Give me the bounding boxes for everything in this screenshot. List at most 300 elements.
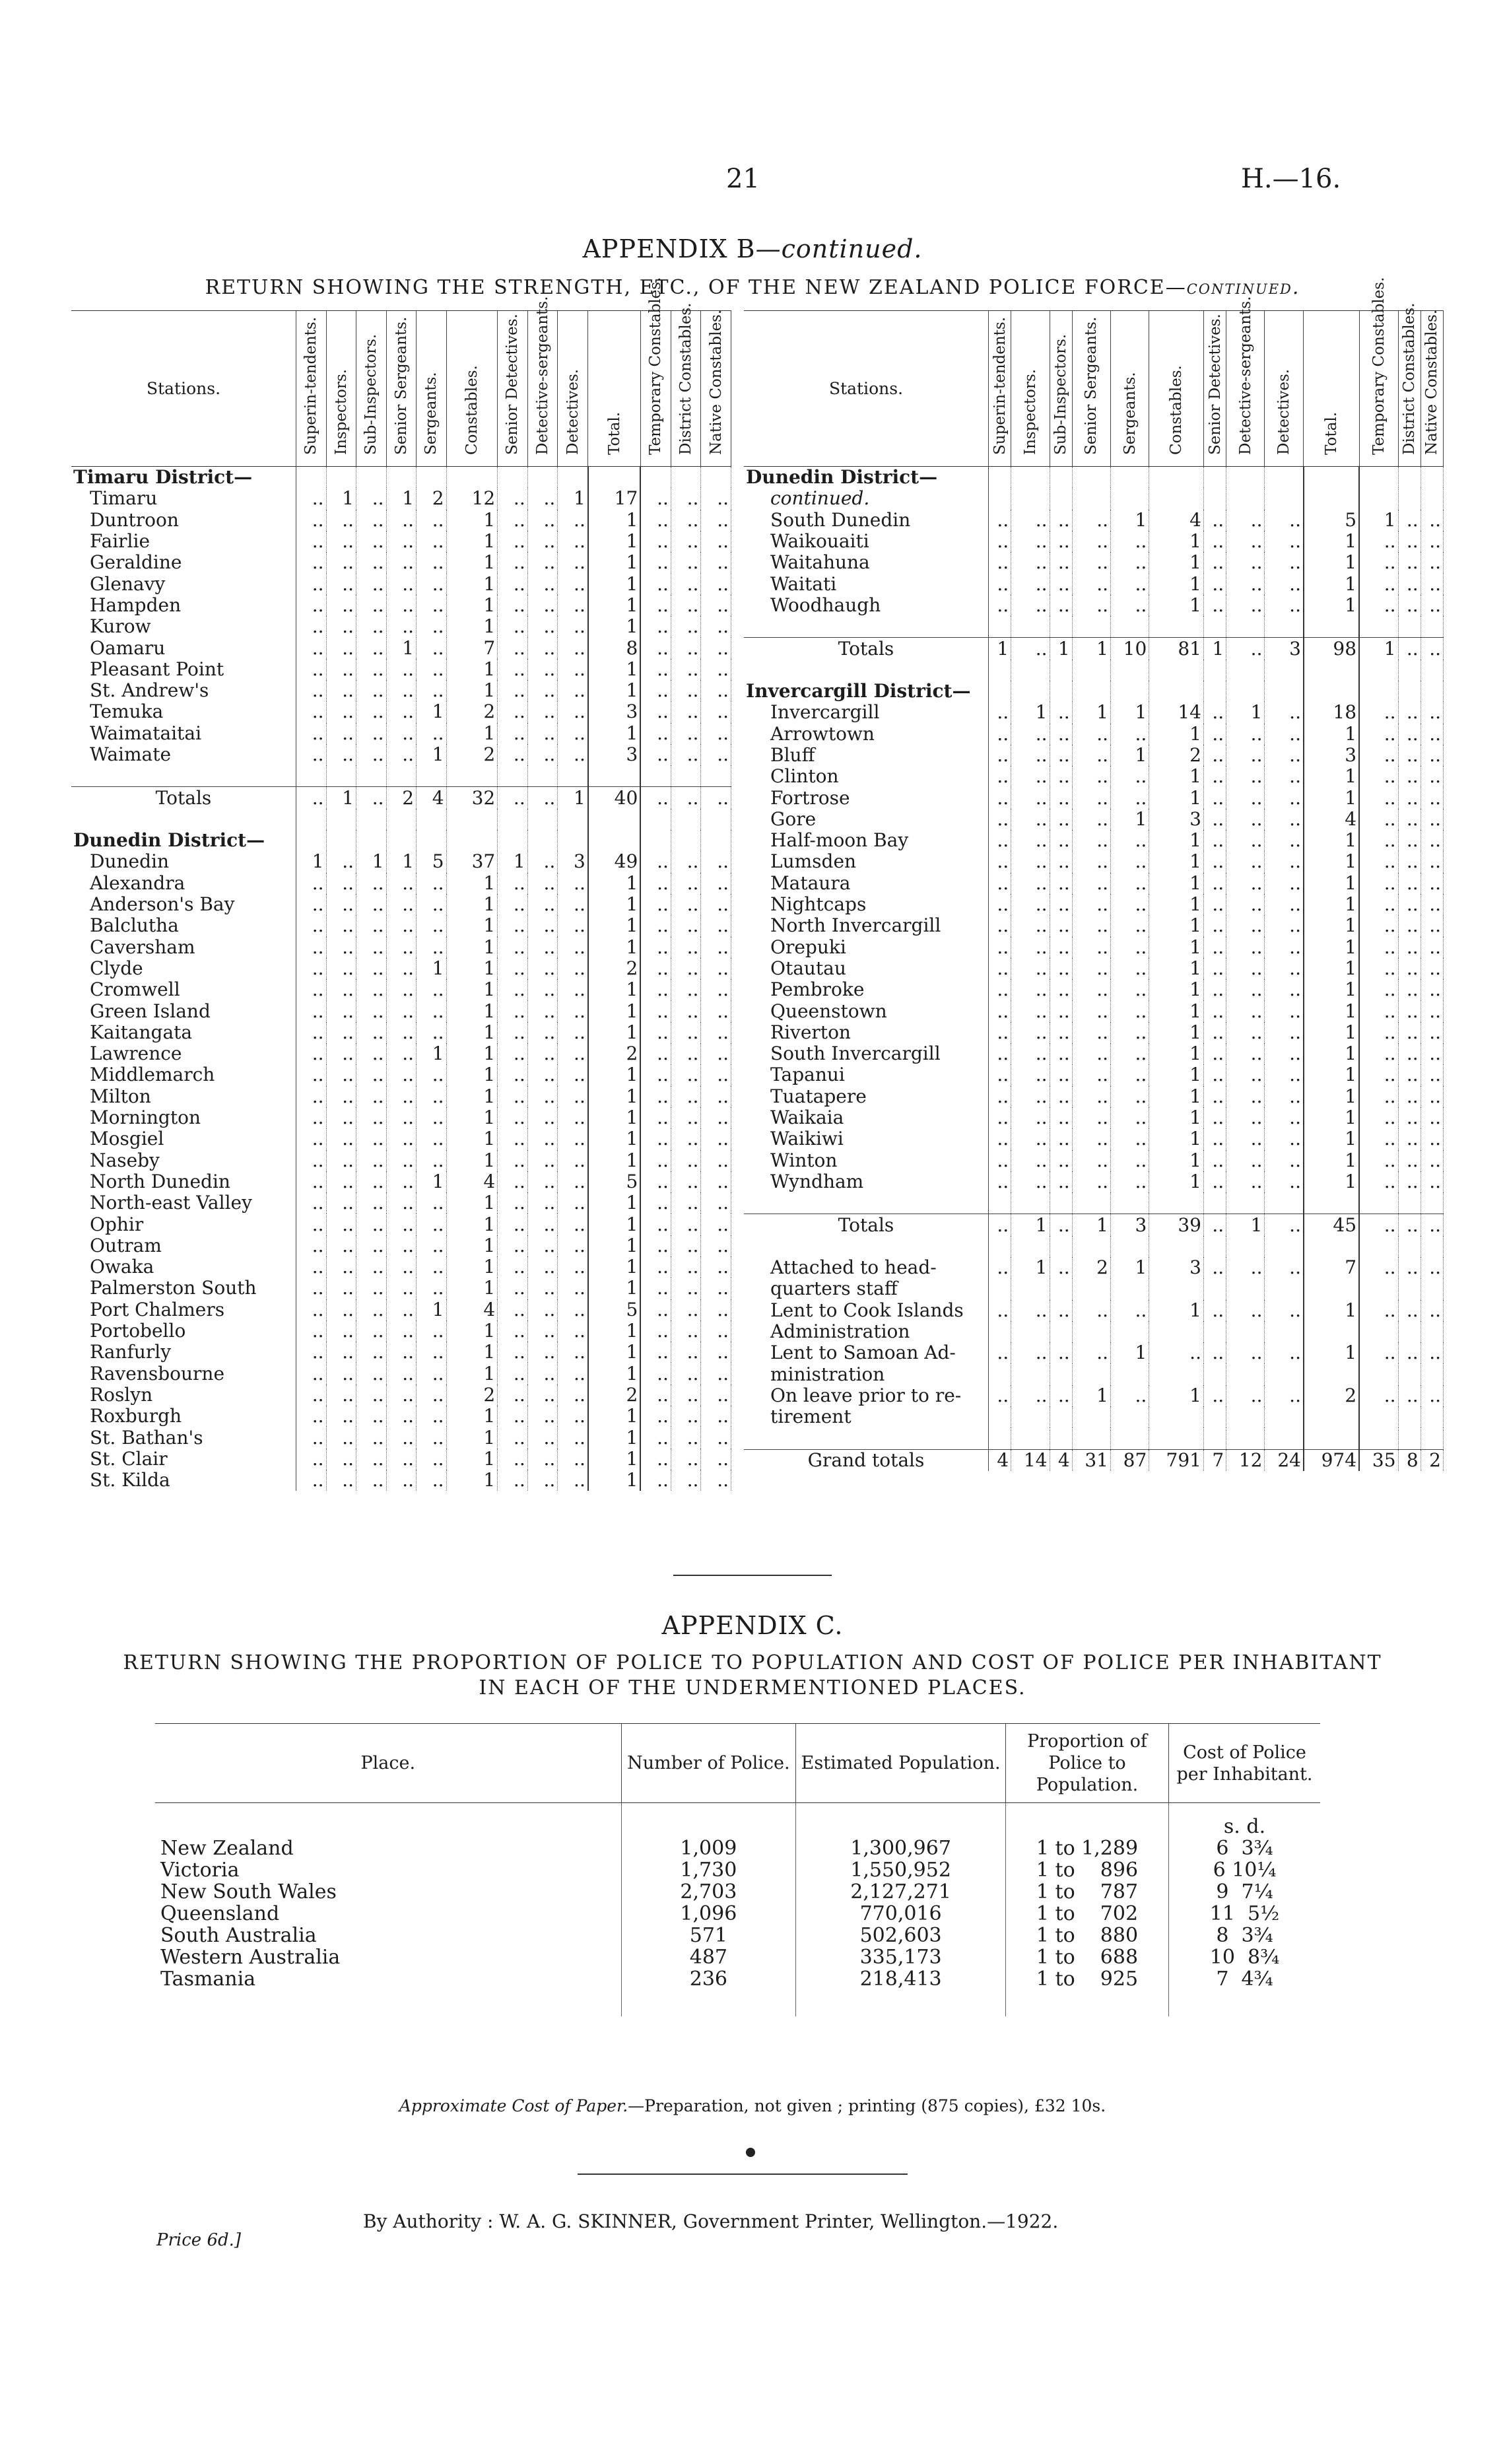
cell-senior-detectives [1203,1363,1226,1385]
cell-temporary-constables: .. [640,1427,671,1448]
cell-senior-sergeants: .. [386,894,417,915]
station-name [71,809,296,830]
cell-detective-sergeants: .. [527,616,558,637]
cell-senior-sergeants: .. [386,1449,417,1470]
cell-sergeants [1111,1363,1149,1385]
cell-superin-tendents: .. [989,958,1011,979]
cell-district-constables: .. [1398,1107,1421,1128]
cell-district-constables: .. [671,488,701,509]
cell-sergeants: .. [417,1363,447,1384]
station-name [71,765,296,787]
column-label: Total. [605,411,623,455]
station-name: Arrowtown [744,724,989,745]
cell-detectives: .. [558,937,588,958]
cell-inspectors: .. [326,1406,356,1427]
station-name: Lent to Cook Islands [744,1300,989,1321]
cell-superin-tendents: .. [989,1150,1011,1171]
station-name: Kaitangata [71,1022,296,1043]
cell-detective-sergeants: .. [1226,1064,1265,1085]
cell-detective-sergeants: .. [1226,830,1265,851]
cell-inspectors [326,467,356,489]
cell-senior-detectives: .. [1203,1214,1226,1236]
cell-temporary-constables: .. [640,1022,671,1043]
table-row [744,1236,1444,1257]
cell-superin-tendents: .. [296,1000,327,1021]
cell-constables: 1 [446,1406,498,1427]
cell-district-constables: .. [671,894,701,915]
cell-total [1304,1406,1359,1427]
table-row [744,1257,1444,1278]
cell-temporary-constables: .. [640,616,671,637]
station-name: Waikaia [744,1107,989,1128]
cell-native-constables [701,467,731,489]
cell-detective-sergeants: .. [527,915,558,936]
cell-constables: 1 [446,1214,498,1235]
cell-temporary-constables: .. [640,744,671,765]
cell-total: 5 [588,1299,640,1320]
cell-sub-inspectors: .. [356,659,387,680]
cell-district-constables: .. [671,958,701,979]
cell-inspectors: .. [1011,766,1050,787]
cell-inspectors: .. [326,1363,356,1384]
cell-detective-sergeants [527,830,558,851]
cell-native-constables: .. [1421,573,1443,594]
cell-sub-inspectors: .. [1050,809,1072,830]
cell-senior-sergeants: .. [386,1342,417,1363]
cell-temporary-constables: .. [1359,531,1398,552]
cell-senior-detectives: .. [498,1171,528,1192]
cell-detective-sergeants: .. [527,680,558,701]
cell-native-constables: .. [701,979,731,1000]
cell-district-constables: .. [1398,531,1421,552]
cell-senior-sergeants: .. [386,744,417,765]
cell-sergeants: .. [417,1449,447,1470]
cell-temporary-constables: .. [640,637,671,658]
column-header-stations [744,311,989,467]
cell-native-constables: .. [1421,1086,1443,1107]
cell-total [588,830,640,851]
cell-inspectors: .. [326,1150,356,1171]
cell-total: 1 [1304,766,1359,787]
cell-total: 17 [588,488,640,509]
table-row [71,510,731,531]
cell-constables: 4 [446,1299,498,1320]
cell-superin-tendents: .. [296,1022,327,1043]
cell-district-constables: .. [671,1192,701,1214]
cell-detective-sergeants: .. [527,531,558,552]
cell-sub-inspectors [1050,1321,1072,1342]
cell-temporary-constables: .. [640,1150,671,1171]
cell-detectives: .. [558,531,588,552]
station-name: Queenstown [744,1000,989,1021]
station-name: Glenavy [71,573,296,594]
cell-senior-sergeants: .. [1072,937,1110,958]
cell-inspectors [1011,1192,1050,1214]
cell-district-constables: .. [671,552,701,573]
station-name: South Invercargill [744,1043,989,1064]
authority-line: By Authority : W. A. G. SKINNER, Government Printer, Wellington.—1922. [363,2210,1059,2232]
cell-native-constables [1421,1236,1443,1257]
table-row [71,787,731,809]
table-row [744,681,1444,702]
cell-native-constables: .. [701,1192,731,1214]
station-name: Kurow [71,616,296,637]
station-name: Fairlie [71,531,296,552]
cell-detective-sergeants: 1 [1226,702,1265,723]
cell-total: 2 [588,1385,640,1406]
cell-sergeants [1111,1427,1149,1449]
cell-inspectors: .. [1011,809,1050,830]
cell-sergeants: .. [417,1107,447,1128]
station-name: Dunedin [71,851,296,872]
stations-label: Stations. [828,379,904,398]
cell-sergeants: .. [417,680,447,701]
cell-inspectors: .. [326,1214,356,1235]
cell-detectives: .. [1265,1214,1304,1236]
cell-total: 2 [588,958,640,979]
column-label: Sergeants. [1121,371,1139,455]
cell-senior-detectives [1203,1278,1226,1299]
cell-sergeants [1111,1192,1149,1214]
cell-native-constables [701,765,731,787]
table-row [744,766,1444,787]
cell-sub-inspectors [1050,488,1072,509]
table-row [71,637,731,658]
cell-sub-inspectors [356,830,387,851]
cell-district-constables [1398,1236,1421,1257]
cell-sub-inspectors [356,467,387,489]
cell-inspectors [1011,1427,1050,1449]
column-header-proportion-of-police-to-population: Proportion of Police to Population. [1005,1724,1168,1803]
cell-district-constables: .. [671,659,701,680]
cell-total: 2 [588,1043,640,1064]
cell-district-constables: .. [671,510,701,531]
cell-senior-sergeants: .. [386,1427,417,1448]
cell-place: Western Australia [155,1946,621,1968]
table-row [71,1342,731,1363]
cell-district-constables: .. [1398,724,1421,745]
cell-senior-sergeants: .. [386,937,417,958]
cell-superin-tendents: .. [296,894,327,915]
cell-sergeants: 1 [1111,1342,1149,1363]
cell-sub-inspectors: .. [356,1000,387,1021]
cell-native-constables [701,809,731,830]
cell-sub-inspectors [1050,1363,1072,1385]
cell-proportion: 1 to 925 [1005,1968,1168,1990]
cell-constables: 1 [1149,1086,1204,1107]
table-row [744,851,1444,872]
station-name: Bluff [744,745,989,766]
cell-native-constables: .. [1421,531,1443,552]
cell-senior-detectives [1203,1192,1226,1214]
cell-superin-tendents: .. [989,1214,1011,1236]
cell-sub-inspectors: .. [356,873,387,894]
station-name: St. Bathan's [71,1427,296,1448]
cell-detective-sergeants: .. [1226,1000,1265,1021]
table-row [71,1086,731,1107]
cell-inspectors: .. [326,1022,356,1043]
empty-cell [621,1803,796,1838]
cell-total: 1 [1304,1300,1359,1321]
cell-senior-sergeants [1072,1278,1110,1299]
cell-inspectors: .. [1011,830,1050,851]
column-header-superin-tendents [296,311,327,467]
cell-superin-tendents: .. [296,1427,327,1448]
cell-senior-sergeants: .. [386,1043,417,1064]
cell-sub-inspectors [356,809,387,830]
cell-inspectors: .. [326,1086,356,1107]
station-name: Woodhaugh [744,595,989,616]
cell-superin-tendents: 1 [989,638,1011,660]
cell-sergeants [1111,467,1149,489]
cell-sub-inspectors: .. [356,1235,387,1256]
cell-senior-sergeants: .. [1072,724,1110,745]
cell-senior-sergeants: .. [386,1406,417,1427]
cell-detective-sergeants: .. [527,1214,558,1235]
column-header-constables [1149,311,1204,467]
table-row [744,1150,1444,1171]
cell-sergeants: .. [1111,1086,1149,1107]
cell-district-constables: .. [671,637,701,658]
cell-total [1304,1192,1359,1214]
cell-sub-inspectors: .. [1050,1257,1072,1278]
cell-temporary-constables: .. [640,701,671,722]
cell-detective-sergeants [1226,1192,1265,1214]
cell-native-constables: .. [1421,1257,1443,1278]
station-name: Middlemarch [71,1064,296,1085]
cell-superin-tendents: .. [296,744,327,765]
cell-detective-sergeants: .. [1226,1128,1265,1149]
cell-sergeants: .. [1111,1064,1149,1085]
cell-constables: 7 [446,637,498,658]
cell-senior-sergeants: 1 [386,488,417,509]
cell-inspectors: .. [1011,787,1050,808]
cell-cost: 6 3¾ [1216,1837,1273,1860]
cell-district-constables: .. [671,1278,701,1299]
cell-total: 1 [1304,851,1359,872]
cell-senior-detectives: .. [498,937,528,958]
cell-native-constables [1421,467,1443,489]
cell-sub-inspectors: .. [356,1299,387,1320]
cell-district-constables: .. [1398,979,1421,1000]
cell-constables: 1 [446,723,498,744]
cell-sub-inspectors: .. [1050,1086,1072,1107]
empty-cell [1005,1803,1168,1838]
cell-senior-detectives: .. [498,1470,528,1491]
cell-inspectors: .. [1011,1385,1050,1406]
cell-detectives: .. [1265,1150,1304,1171]
station-name: Temuka [71,701,296,722]
cell-superin-tendents: .. [989,724,1011,745]
cell-proportion: 1 to 787 [1005,1881,1168,1903]
cell-superin-tendents: .. [296,1043,327,1064]
station-name: St. Clair [71,1449,296,1470]
cell-superin-tendents: .. [989,745,1011,766]
table-row [71,915,731,936]
cell-sergeants: .. [1111,787,1149,808]
table-row [744,1385,1444,1406]
cell-senior-detectives: .. [1203,958,1226,979]
cell-constables: 1 [446,894,498,915]
cell-total: 1 [588,1278,640,1299]
cell-total: 1 [588,723,640,744]
cell-senior-detectives: .. [1203,1342,1226,1363]
cell-detectives: .. [558,616,588,637]
cell-senior-detectives: .. [498,1043,528,1064]
cell-total [588,765,640,787]
table-row [71,1064,731,1085]
cell-detective-sergeants [1226,616,1265,638]
table-row [71,851,731,872]
cell-district-constables: .. [1398,873,1421,894]
cell-detective-sergeants: .. [1226,1257,1265,1278]
cell-district-constables: .. [1398,830,1421,851]
cell-district-constables: .. [671,873,701,894]
cell-senior-sergeants: .. [386,1235,417,1256]
cell-temporary-constables: .. [1359,1086,1398,1107]
price: Price 6d.] [156,2230,242,2250]
cell-sub-inspectors [1050,467,1072,489]
cell-sergeants: .. [1111,979,1149,1000]
cell-senior-sergeants: .. [386,1107,417,1128]
cell-inspectors: .. [1011,638,1050,660]
cell-detectives: .. [1265,510,1304,531]
cell-senior-detectives [1203,488,1226,509]
station-name: Mornington [71,1107,296,1128]
cell-temporary-constables: 35 [1359,1449,1398,1471]
cell-senior-sergeants: 1 [1072,638,1110,660]
cell-sergeants: 1 [1111,745,1149,766]
cell-superin-tendents: .. [989,915,1011,936]
cell-total: 1 [588,1150,640,1171]
cell-superin-tendents [296,765,327,787]
station-name: Totals [744,638,989,660]
cell-senior-sergeants: 1 [386,851,417,872]
cell-total: 1 [1304,724,1359,745]
cell-inspectors: 1 [1011,702,1050,723]
cell-senior-detectives: .. [498,1150,528,1171]
table-row [744,873,1444,894]
cell-superin-tendents: .. [989,766,1011,787]
cell-total [1304,1427,1359,1449]
table-row [71,1299,731,1320]
cell-senior-detectives: .. [1203,1171,1226,1192]
cell-native-constables: .. [701,680,731,701]
cell-detectives: .. [558,1150,588,1171]
cell-detectives: .. [1265,979,1304,1000]
cell-sergeants: .. [1111,1385,1149,1406]
cell-total: 1 [588,1128,640,1149]
cell-detectives: .. [558,595,588,616]
cell-sub-inspectors: .. [1050,552,1072,573]
cell-native-constables: .. [1421,979,1443,1000]
cell-sub-inspectors: .. [356,1086,387,1107]
cell-constables: 1 [1149,724,1204,745]
cell-native-constables [1421,681,1443,702]
column-header-place: Place. [155,1724,621,1803]
station-name: Otautau [744,958,989,979]
cell-detectives: .. [1265,1342,1304,1363]
cell-cost: 9 7¼ [1216,1880,1273,1903]
cell-temporary-constables: .. [640,873,671,894]
cell-detective-sergeants: .. [1226,894,1265,915]
cell-superin-tendents: .. [296,1385,327,1406]
cell-district-constables: .. [671,1086,701,1107]
cell-temporary-constables: .. [1359,979,1398,1000]
cell-temporary-constables: .. [1359,766,1398,787]
cell-senior-sergeants: .. [1072,1342,1110,1363]
cell-total: 1 [1304,1043,1359,1064]
cell-total: 1 [1304,1107,1359,1128]
cell-detectives [1265,1236,1304,1257]
cell-temporary-constables: .. [640,1214,671,1235]
cell-detective-sergeants: .. [527,1022,558,1043]
column-label: Inspectors. [332,368,350,455]
appendix-c-subtitle: RETURN SHOWING THE PROPORTION OF POLICE TO POPULATION AND COST OF POLICE PER INHABITANT IN EACH OF THE UNDERMENTIONED PLACES. [123,1651,1382,1699]
cell-district-constables: .. [1398,1342,1421,1363]
cell-sub-inspectors: .. [356,680,387,701]
cell-sub-inspectors: .. [356,701,387,722]
cell-inspectors: 14 [1011,1449,1050,1471]
cell-district-constables: .. [1398,894,1421,915]
cell-temporary-constables: .. [1359,573,1398,594]
cell-sergeants: .. [1111,937,1149,958]
cell-senior-sergeants: .. [386,1086,417,1107]
cell-district-constables [1398,616,1421,638]
station-name: Port Chalmers [71,1299,296,1320]
cell-sub-inspectors: .. [1050,1150,1072,1171]
cell-district-constables: .. [671,1043,701,1064]
cell-total: 1 [588,1449,640,1470]
cell-temporary-constables: .. [1359,1342,1398,1363]
cell-native-constables: .. [1421,510,1443,531]
cell-inspectors: .. [326,915,356,936]
table-row [71,1256,731,1278]
cell-sub-inspectors: .. [356,723,387,744]
cell-senior-sergeants [386,830,417,851]
cell-native-constables: .. [701,1278,731,1299]
cell-sergeants: 1 [417,1299,447,1320]
cell-superin-tendents: .. [296,573,327,594]
cell-inspectors: .. [326,1427,356,1448]
cell-sub-inspectors: .. [1050,1064,1072,1085]
empty-cell [796,1803,1006,1838]
cell-detectives: .. [558,1427,588,1448]
cell-sergeants: .. [417,1064,447,1085]
cell-native-constables: .. [701,1342,731,1363]
column-header-constables [446,311,498,467]
cell-district-constables: .. [1398,1171,1421,1192]
table-row [71,744,731,765]
table-row [744,1363,1444,1385]
cell-detectives: 24 [1265,1449,1304,1471]
cell-district-constables: .. [671,595,701,616]
cell-detectives: .. [1265,937,1304,958]
cell-sub-inspectors: .. [1050,958,1072,979]
cell-senior-sergeants [1072,1321,1110,1342]
cell-sergeants: 5 [417,851,447,872]
cell-constables: 1 [446,1449,498,1470]
cell-senior-sergeants: .. [386,552,417,573]
cell-sergeants: .. [1111,1022,1149,1043]
cell-sub-inspectors: .. [1050,1022,1072,1043]
cell-inspectors: .. [326,979,356,1000]
cell-police: 236 [621,1968,796,1990]
cell-senior-sergeants: .. [1072,830,1110,851]
cell-detectives: .. [558,1256,588,1278]
cell-proportion: 1 to 702 [1005,1903,1168,1925]
cell-total: 1 [588,1022,640,1043]
